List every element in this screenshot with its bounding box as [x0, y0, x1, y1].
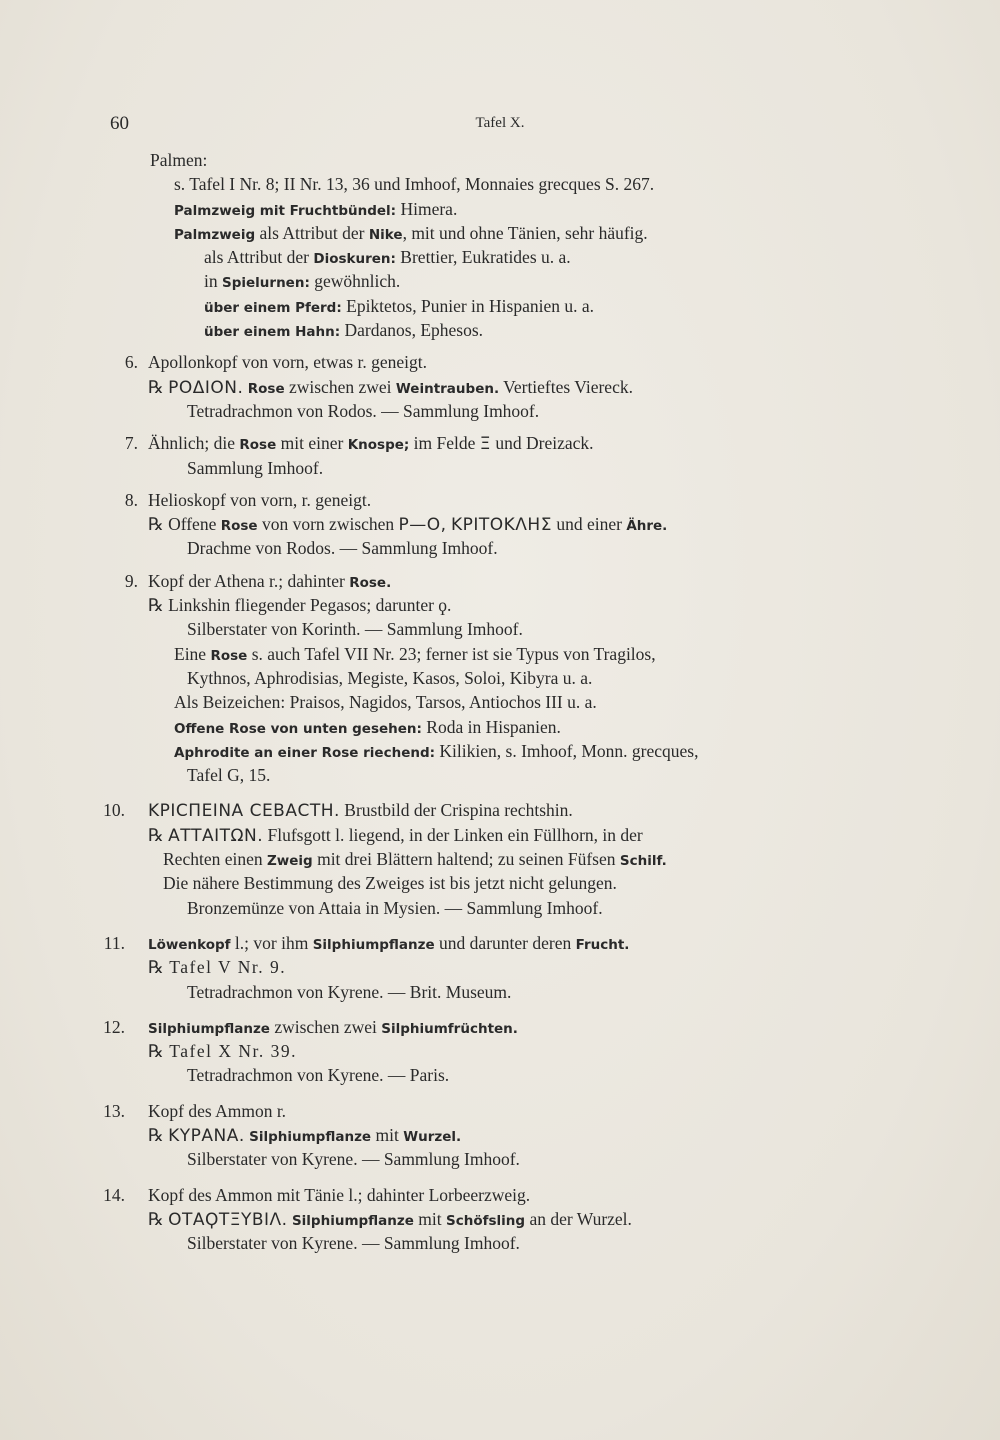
reverse-symbol: ℞: [148, 514, 164, 535]
text-line: über einem Hahn: Dardanos, Ephesos.: [204, 320, 484, 341]
reverse-symbol: ℞: [148, 1041, 164, 1062]
entry-11: 11. Löwenkopf l.; vor ihm Silphiumpflanze und darunter deren Frucht.: [0, 931, 1000, 955]
entry-9: 9. Kopf der Athena r.; dahinter Rose.: [0, 569, 1000, 593]
greek-legend: ΚΡΙΤΟΚΛΗΣ: [450, 515, 552, 536]
note-line: Eine Rose s. auch Tafel VII Nr. 23; ferner ist sie Typus von Tragilos,: [174, 643, 656, 664]
note-line: Aphrodite an einer Rose riechend: Kilikien, s. Imhoof, Monn. grecques,: [174, 740, 699, 761]
text-line: ℞ Tafel V Nr. 9.: [148, 957, 287, 978]
entry-number: 12.: [103, 1016, 125, 1037]
note-line: Als Beizeichen: Praisos, Nagidos, Tarsos, Antiochos III u. a.: [174, 692, 597, 713]
text-line: Rechten einen Zweig mit drei Blättern haltend; zu seinen Füfsen Schilf.: [163, 849, 667, 870]
text-line: Silberstater von Kyrene. — Sammlung Imhoof.: [187, 1149, 520, 1170]
entry-number: 11.: [103, 932, 125, 953]
text-line: ℞ Linkshin fliegender Pegasos; darunter ϙ.: [148, 595, 452, 616]
greek-legend: ΑΤΤΑΙΤΩΝ.: [168, 825, 264, 846]
page-header: [0, 113, 1000, 139]
page-body: [0, 148, 1000, 1255]
entry-8: 8. Helioskopf von vorn, r. geneigt.: [0, 488, 1000, 512]
entry-13: 13. Kopf des Ammon r.: [0, 1099, 1000, 1123]
entry-6: 6. Apollonkopf von vorn, etwas r. geneigt.: [0, 350, 1000, 374]
section-heading: Palmen:: [150, 150, 208, 170]
text-line: Die nähere Bestimmung des Zweiges ist bis jetzt nicht gelungen.: [163, 873, 617, 894]
entry-number: 6.: [124, 352, 138, 373]
note-line: Kythnos, Aphrodisias, Megiste, Kasos, Soloi, Kibyra u. a.: [187, 667, 593, 688]
text-line: Silberstater von Kyrene. — Sammlung Imhoof.: [187, 1233, 520, 1254]
entry-10: 10. ΚΡΙϹΠΕΙΝΑ ϹΕΒΑϹΤΗ. Brustbild der Crispina rechtshin.: [0, 798, 1000, 822]
text-line: ℞ Tafel X Nr. 39.: [148, 1041, 297, 1062]
entry-number: 13.: [103, 1100, 125, 1121]
text-line: Tetradrachmon von Rodos. — Sammlung Imhoof.: [187, 400, 540, 421]
reverse-symbol: ℞: [148, 957, 164, 978]
text-line: über einem Pferd: Epiktetos, Punier in Hispanien u. a.: [204, 295, 595, 316]
greek-legend: Ρ—Ο,: [398, 515, 447, 536]
greek-legend: ΡΟΔΙΟΝ.: [168, 377, 244, 398]
greek-legend: ΚΡΙϹΠΕΙΝΑ ϹΕΒΑϹΤΗ.: [148, 801, 340, 822]
note-line: Offene Rose von unten gesehen: Roda in Hispanien.: [174, 716, 561, 737]
text-line: Tetradrachmon von Kyrene. — Brit. Museum.: [187, 981, 512, 1002]
text-line: ℞ ΡΟΔΙΟΝ. Rose zwischen zwei Weintrauben. Vertieftes Viereck.: [148, 376, 633, 398]
reverse-symbol: ℞: [148, 1208, 164, 1229]
entry-7: 7. Ähnlich; die Rose mit einer Knospe; im Felde Ξ und Dreizack.: [0, 431, 1000, 455]
text-line: ℞ ΚΥΡΑΝΑ. Silphiumpflanze mit Wurzel.: [148, 1124, 462, 1146]
reverse-symbol: ℞: [148, 595, 164, 616]
text-line: Silberstater von Korinth. — Sammlung Imhoof.: [187, 619, 523, 640]
text-line: ℞ ΟΤΑϘΤΞΥΒΙΛ. Silphiumpflanze mit Schöfsling an der Wurzel.: [148, 1208, 632, 1230]
text-line: Palmzweig als Attribut der Nike, mit und ohne Tänien, sehr häufig.: [174, 222, 648, 243]
text-line: Tetradrachmon von Kyrene. — Paris.: [187, 1065, 450, 1086]
note-line: Tafel G, 15.: [187, 765, 271, 786]
text-line: als Attribut der Dioskuren: Brettier, Eukratides u. a.: [204, 247, 571, 268]
entry-number: 10.: [103, 800, 125, 821]
entry-number: 9.: [124, 570, 138, 591]
text-line: ℞ ΑΤΤΑΙΤΩΝ. Flufsgott l. liegend, in der Linken ein Füllhorn, in der: [148, 824, 643, 846]
entry-number: 14.: [103, 1184, 125, 1205]
entry-14: 14. Kopf des Ammon mit Tänie l.; dahinter Lorbeerzweig.: [0, 1183, 1000, 1207]
reverse-symbol: ℞: [148, 824, 164, 845]
greek-letter: Ξ: [479, 434, 492, 455]
reverse-symbol: ℞: [148, 376, 164, 397]
entry-number: 8.: [124, 489, 138, 510]
page-number: 60: [110, 113, 129, 134]
text-line: Drachme von Rodos. — Sammlung Imhoof.: [187, 538, 498, 559]
text-line: Palmzweig mit Fruchtbündel: Himera.: [174, 198, 458, 219]
greek-legend: ΟΤΑϘΤΞΥΒΙΛ.: [168, 1209, 288, 1230]
text-line: ℞ Offene Rose von vorn zwischen Ρ—Ο, ΚΡΙΤΟΚΛΗΣ und einer Ähre.: [148, 514, 668, 536]
text-line: Sammlung Imhoof.: [187, 457, 324, 478]
greek-legend: ΚΥΡΑΝΑ.: [168, 1125, 245, 1146]
text-line: in Spielurnen: gewöhnlich.: [204, 271, 401, 292]
running-title: Tafel X.: [475, 115, 525, 131]
text-line: s. Tafel I Nr. 8; II Nr. 13, 36 und Imhoof, Monnaies grecques S. 267.: [174, 174, 655, 195]
text-line: Bronzemünze von Attaia in Mysien. — Sammlung Imhoof.: [187, 897, 603, 918]
reverse-symbol: ℞: [148, 1124, 164, 1145]
entry-number: 7.: [124, 433, 138, 454]
entry-12: 12. Silphiumpflanze zwischen zwei Silphiumfrüchten.: [0, 1015, 1000, 1039]
